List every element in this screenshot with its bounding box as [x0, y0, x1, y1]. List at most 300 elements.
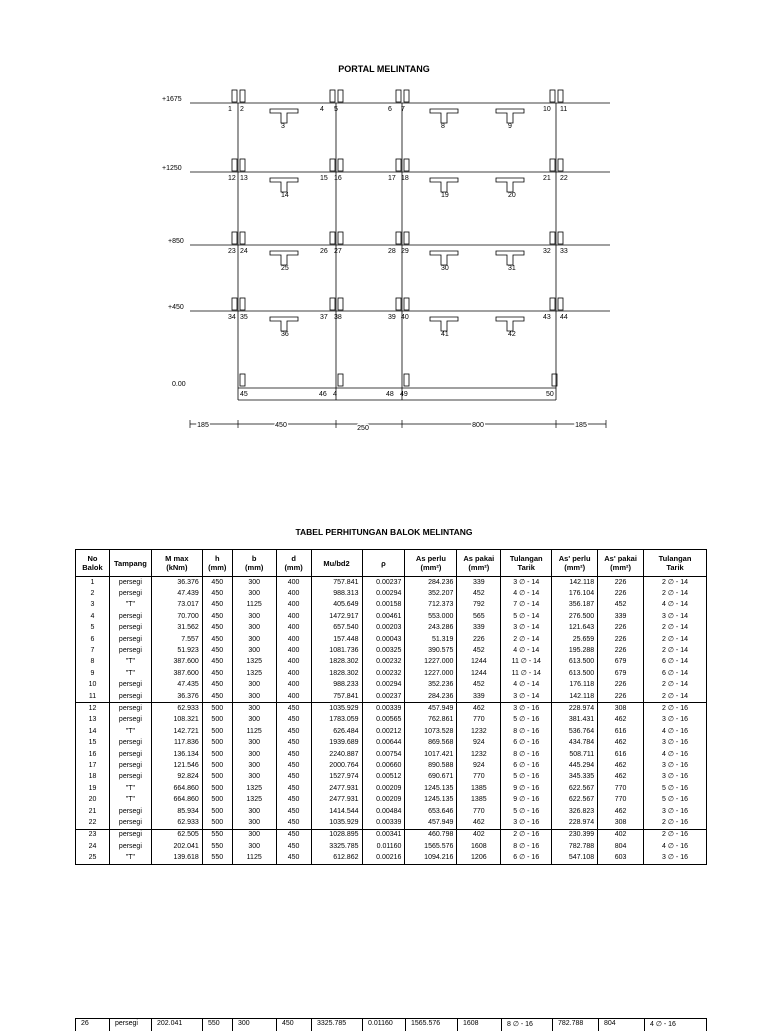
- table-cell: 500: [202, 703, 232, 715]
- table-cell: 450: [202, 668, 232, 679]
- table-cell: 500: [202, 760, 232, 771]
- table-cell: 0.00232: [362, 668, 405, 679]
- table-cell: 139.618: [151, 852, 202, 864]
- table-cell: 1094.216: [405, 852, 457, 864]
- table-cell: 6 ∅ - 16: [501, 760, 552, 771]
- table-row: [76, 703, 707, 715]
- table-cell: 1227.000: [405, 657, 457, 668]
- table-cell: 0.00158: [362, 600, 405, 611]
- table-cell: persegi: [109, 749, 151, 760]
- table-row: [76, 668, 707, 679]
- table-cell: 300: [232, 680, 276, 691]
- cell-border: [552, 1019, 553, 1031]
- table-cell: 326.823: [552, 806, 598, 817]
- table-cell: 300: [232, 645, 276, 656]
- column-header: h (mm): [202, 550, 232, 577]
- table-cell: 4 ∅ - 14: [501, 645, 552, 656]
- table-cell: 1245.135: [405, 783, 457, 794]
- t-section-icon: [496, 317, 524, 331]
- table-cell: 400: [276, 577, 311, 589]
- table-cell: 226: [457, 634, 501, 645]
- column-header: As' perlu (mm²): [552, 550, 598, 577]
- table-cell: 4 ∅ - 16: [650, 1021, 676, 1028]
- table-cell: 400: [276, 691, 311, 703]
- table-cell: 690.671: [405, 772, 457, 783]
- beam-number-label: 30: [441, 265, 449, 272]
- table-cell: 284.236: [405, 691, 457, 703]
- table-cell: 500: [202, 783, 232, 794]
- table-row: [76, 588, 707, 599]
- table-cell: 339: [598, 611, 644, 622]
- table-cell: 0.00203: [362, 623, 405, 634]
- rect-section-icon: [396, 90, 401, 102]
- table-cell: 226: [598, 691, 644, 703]
- table-cell: 352.236: [405, 680, 457, 691]
- table-cell: 226: [598, 623, 644, 634]
- table-cell: 1: [76, 577, 110, 589]
- table-cell: 356.187: [552, 600, 598, 611]
- beam-number-label: 34: [228, 314, 236, 321]
- beam-number-label: 40: [401, 314, 409, 321]
- table-cell: 4 ∅ - 14: [644, 600, 707, 611]
- table-cell: 988.233: [311, 680, 362, 691]
- beam-number-label: 29: [401, 248, 409, 255]
- table-cell: 2 ∅ - 14: [644, 680, 707, 691]
- table-cell: 26: [81, 1020, 89, 1027]
- table-row: [76, 715, 707, 726]
- rect-section-icon: [330, 159, 335, 171]
- table-cell: 1035.929: [311, 817, 362, 829]
- rect-section-icon: [404, 159, 409, 171]
- table-cell: 770: [457, 772, 501, 783]
- table-cell: 300: [232, 806, 276, 817]
- table-row: [76, 600, 707, 611]
- rect-section-icon: [338, 232, 343, 244]
- table-cell: 450: [276, 829, 311, 841]
- table-cell: 226: [598, 577, 644, 589]
- table-cell: 462: [598, 772, 644, 783]
- table-cell: 0.00325: [362, 645, 405, 656]
- table-cell: 3 ∅ - 14: [644, 611, 707, 622]
- table-cell: 228.974: [552, 703, 598, 715]
- table-cell: 108.321: [151, 715, 202, 726]
- rect-section-icon: [338, 159, 343, 171]
- beam-number-label: 27: [334, 248, 342, 255]
- cell-border: [706, 1019, 707, 1031]
- table-cell: 462: [598, 760, 644, 771]
- table-cell: 626.484: [311, 726, 362, 737]
- beam-number-label: 13: [240, 175, 248, 182]
- table-cell: 300: [232, 829, 276, 841]
- table-cell: 121.643: [552, 623, 598, 634]
- table-row: [76, 577, 707, 589]
- table-cell: 25.659: [552, 634, 598, 645]
- table-cell: persegi: [109, 680, 151, 691]
- column-header: No Balok: [76, 550, 110, 577]
- table-cell: 300: [232, 691, 276, 703]
- cell-border: [405, 1019, 406, 1031]
- beam-number-label: 8: [441, 123, 445, 130]
- cell-border: [457, 1019, 458, 1031]
- table-cell: 2000.764: [311, 760, 362, 771]
- table-cell: 603: [598, 852, 644, 864]
- table-cell: 0.00043: [362, 634, 405, 645]
- level-label: +450: [168, 304, 184, 311]
- table-cell: 20: [76, 794, 110, 805]
- table-cell: 457.949: [405, 703, 457, 715]
- table-cell: 664.860: [151, 783, 202, 794]
- table-cell: 622.567: [552, 783, 598, 794]
- table-cell: 3 ∅ - 16: [644, 760, 707, 771]
- rect-section-icon: [240, 232, 245, 244]
- span-dimension-label: 450: [275, 422, 287, 429]
- level-label: 0.00: [172, 381, 186, 388]
- table-cell: 352.207: [405, 588, 457, 599]
- table-row: [76, 852, 707, 864]
- table-cell: 4: [76, 611, 110, 622]
- beam-number-label: 26: [320, 248, 328, 255]
- table-cell: 8 ∅ - 16: [501, 726, 552, 737]
- table-cell: 1125: [232, 726, 276, 737]
- table-cell: 195.288: [552, 645, 598, 656]
- table-cell: persegi: [109, 817, 151, 829]
- span-dimension-label: 185: [575, 422, 587, 429]
- t-section-icon: [496, 109, 524, 123]
- table-cell: 136.134: [151, 749, 202, 760]
- table-cell: 176.104: [552, 588, 598, 599]
- table-cell: persegi: [109, 829, 151, 841]
- table-cell: 3 ∅ - 16: [644, 806, 707, 817]
- table-row: [76, 806, 707, 817]
- table-cell: 462: [457, 703, 501, 715]
- table-cell: 8 ∅ - 16: [507, 1021, 533, 1028]
- table-cell: 1325: [232, 783, 276, 794]
- rect-section-icon: [338, 298, 343, 310]
- table-cell: 300: [232, 817, 276, 829]
- table-cell: 1939.689: [311, 737, 362, 748]
- table-cell: 230.399: [552, 829, 598, 841]
- column-header: Tulangan Tarik: [501, 550, 552, 577]
- t-section-icon: [430, 178, 458, 192]
- table-cell: 70.700: [151, 611, 202, 622]
- table-cell: 452: [457, 645, 501, 656]
- beam-number-label: 3: [281, 123, 285, 130]
- table-cell: 345.335: [552, 772, 598, 783]
- table-cell: 18: [76, 772, 110, 783]
- table-cell: 553.000: [405, 611, 457, 622]
- rect-section-icon: [330, 232, 335, 244]
- table-cell: 2 ∅ - 16: [644, 817, 707, 829]
- table-cell: 5 ∅ - 16: [501, 715, 552, 726]
- table-cell: 462: [598, 737, 644, 748]
- table-cell: 712.373: [405, 600, 457, 611]
- table-cell: 226: [598, 680, 644, 691]
- table-cell: 450: [202, 657, 232, 668]
- rect-section-icon: [558, 298, 563, 310]
- table-cell: 300: [232, 577, 276, 589]
- table-cell: 300: [232, 623, 276, 634]
- table-cell: 0.00644: [362, 737, 405, 748]
- table-cell: 1035.929: [311, 703, 362, 715]
- column-header: Tampang: [109, 550, 151, 577]
- column-header: d (mm): [276, 550, 311, 577]
- table-cell: 1325: [232, 657, 276, 668]
- beam-number-label: 4: [320, 106, 324, 113]
- table-cell: persegi: [109, 623, 151, 634]
- table-cell: 565: [457, 611, 501, 622]
- table-cell: 16: [76, 749, 110, 760]
- table-cell: 19: [76, 783, 110, 794]
- table-cell: 450: [202, 588, 232, 599]
- beam-number-label: 20: [508, 192, 516, 199]
- beam-calculation-table: [75, 549, 707, 865]
- table-cell: 226: [598, 588, 644, 599]
- t-section-icon: [270, 251, 298, 265]
- table-cell: 3: [76, 600, 110, 611]
- table-header-row: [76, 550, 707, 577]
- table-cell: 3 ∅ - 16: [644, 772, 707, 783]
- table-cell: 550: [202, 829, 232, 841]
- table-cell: 1608: [457, 841, 501, 852]
- table-row: [76, 657, 707, 668]
- span-dimension-label: 185: [197, 422, 209, 429]
- table-cell: 508.711: [552, 749, 598, 760]
- table-cell: persegi: [109, 737, 151, 748]
- table-row: [76, 726, 707, 737]
- rect-section-icon: [550, 90, 555, 102]
- table-cell: persegi: [109, 806, 151, 817]
- table-cell: 450: [276, 806, 311, 817]
- rect-section-icon: [240, 90, 245, 102]
- table-cell: 405.649: [311, 600, 362, 611]
- table-cell: 9 ∅ - 16: [501, 783, 552, 794]
- table-cell: "T": [109, 852, 151, 864]
- beam-number-label: 7: [401, 106, 405, 113]
- table-cell: 11 ∅ - 14: [501, 668, 552, 679]
- table-cell: 339: [457, 623, 501, 634]
- table-cell: 2 ∅ - 14: [644, 588, 707, 599]
- table-cell: 450: [276, 794, 311, 805]
- table-cell: 450: [276, 772, 311, 783]
- beam-number-label: 37: [320, 314, 328, 321]
- table-cell: 300: [232, 611, 276, 622]
- column-header: As' pakai (mm²): [598, 550, 644, 577]
- table-cell: 4 ∅ - 16: [644, 726, 707, 737]
- table-cell: 284.236: [405, 577, 457, 589]
- table-cell: 3 ∅ - 14: [501, 623, 552, 634]
- table-cell: 5 ∅ - 16: [644, 794, 707, 805]
- table-cell: 0.00339: [362, 703, 405, 715]
- table-cell: 0.01160: [362, 841, 405, 852]
- table-cell: 0.00209: [362, 794, 405, 805]
- cell-border: [232, 1019, 233, 1031]
- cell-border: [311, 1019, 312, 1031]
- table-cell: 400: [276, 600, 311, 611]
- beam-number-label: 35: [240, 314, 248, 321]
- portal-frame-diagram: [0, 0, 768, 440]
- table-cell: 500: [202, 737, 232, 748]
- table-cell: 11: [76, 691, 110, 703]
- table-cell: 450: [202, 691, 232, 703]
- beam-number-label: 2: [240, 106, 244, 113]
- table-cell: 12: [76, 703, 110, 715]
- table-cell: 1244: [457, 657, 501, 668]
- table-cell: 387.600: [151, 668, 202, 679]
- table-cell: 47.435: [151, 680, 202, 691]
- table-cell: 21: [76, 806, 110, 817]
- table-cell: 2 ∅ - 14: [644, 623, 707, 634]
- column-header: b (mm): [232, 550, 276, 577]
- table-cell: "T": [109, 726, 151, 737]
- table-cell: 6 ∅ - 14: [644, 657, 707, 668]
- table-cell: 550: [202, 841, 232, 852]
- table-cell: persegi: [109, 634, 151, 645]
- level-label: +1250: [162, 165, 182, 172]
- table-cell: 547.108: [552, 852, 598, 864]
- table-cell: 390.575: [405, 645, 457, 656]
- table-cell: 0.00294: [362, 588, 405, 599]
- table-row: [76, 783, 707, 794]
- table-cell: persegi: [109, 772, 151, 783]
- table-cell: 1232: [457, 726, 501, 737]
- table-cell: 1325: [232, 794, 276, 805]
- table-cell: 300: [232, 703, 276, 715]
- table-cell: 3 ∅ - 16: [644, 852, 707, 864]
- cell-border: [109, 1019, 110, 1031]
- beam-number-label: 42: [508, 331, 516, 338]
- table-cell: 8 ∅ - 16: [501, 841, 552, 852]
- table-cell: 276.500: [552, 611, 598, 622]
- table-cell: 622.567: [552, 794, 598, 805]
- t-section-icon: [496, 251, 524, 265]
- table-cell: 308: [598, 817, 644, 829]
- table-cell: 300: [232, 588, 276, 599]
- table-cell: persegi: [109, 577, 151, 589]
- table-cell: 500: [202, 772, 232, 783]
- table-row: [76, 680, 707, 691]
- table-cell: 5 ∅ - 16: [501, 772, 552, 783]
- rect-section-icon: [330, 298, 335, 310]
- table-cell: 1206: [457, 852, 501, 864]
- table-cell: 142.118: [552, 691, 598, 703]
- rect-section-icon: [558, 90, 563, 102]
- span-dimension-label: 250: [357, 425, 369, 432]
- beam-number-label: 36: [281, 331, 289, 338]
- rect-section-icon: [550, 159, 555, 171]
- table-cell: 142.118: [552, 577, 598, 589]
- table-cell: 73.017: [151, 600, 202, 611]
- table-cell: 9 ∅ - 16: [501, 794, 552, 805]
- table-cell: persegi: [109, 841, 151, 852]
- table-cell: 770: [598, 794, 644, 805]
- table-cell: 452: [598, 600, 644, 611]
- table-cell: 1414.544: [311, 806, 362, 817]
- table-cell: 400: [276, 680, 311, 691]
- table-cell: 400: [276, 668, 311, 679]
- table-cell: 400: [276, 611, 311, 622]
- table-cell: 0.00237: [362, 691, 405, 703]
- cell-border: [501, 1019, 502, 1031]
- beam-number-label: 1: [228, 106, 232, 113]
- table-cell: 500: [202, 794, 232, 805]
- table-cell: 762.861: [405, 715, 457, 726]
- table-cell: 31.562: [151, 623, 202, 634]
- cell-border: [644, 1019, 645, 1031]
- table-cell: 2 ∅ - 14: [501, 634, 552, 645]
- table-cell: 5: [76, 623, 110, 634]
- table-cell: 13: [76, 715, 110, 726]
- table-cell: 0.00660: [362, 760, 405, 771]
- table-title: TABEL PERHITUNGAN BALOK MELINTANG: [295, 527, 473, 537]
- table-cell: 792: [457, 600, 501, 611]
- table-row: [76, 623, 707, 634]
- table-cell: 450: [276, 841, 311, 852]
- table-cell: 3 ∅ - 14: [501, 577, 552, 589]
- column-header: Mu/bd2: [311, 550, 362, 577]
- table-cell: 51.319: [405, 634, 457, 645]
- beam-number-label: 48: [386, 391, 394, 398]
- table-cell: 1527.974: [311, 772, 362, 783]
- table-cell: 1828.302: [311, 668, 362, 679]
- table-cell: 1608: [463, 1020, 479, 1027]
- t-section-icon: [430, 251, 458, 265]
- table-cell: persegi: [109, 760, 151, 771]
- table-row: [76, 611, 707, 622]
- table-cell: 308: [598, 703, 644, 715]
- level-label: +1675: [162, 96, 182, 103]
- table-cell: 300: [232, 772, 276, 783]
- t-section-icon: [270, 109, 298, 123]
- table-cell: 457.949: [405, 817, 457, 829]
- table-cell: 8 ∅ - 16: [501, 749, 552, 760]
- table-cell: 550: [208, 1020, 220, 1027]
- rect-section-icon: [550, 298, 555, 310]
- table-cell: 664.860: [151, 794, 202, 805]
- table-row: [76, 760, 707, 771]
- table-cell: 804: [598, 841, 644, 852]
- table-cell: "T": [109, 783, 151, 794]
- table-cell: 0.00294: [362, 680, 405, 691]
- beam-number-label: 45: [240, 391, 248, 398]
- table-cell: 3 ∅ - 14: [501, 691, 552, 703]
- table-cell: 4 ∅ - 14: [501, 588, 552, 599]
- table-cell: 381.431: [552, 715, 598, 726]
- t-section-icon: [270, 178, 298, 192]
- span-dimension-label: 800: [472, 422, 484, 429]
- table-cell: 4 ∅ - 16: [644, 841, 707, 852]
- table-cell: "T": [109, 668, 151, 679]
- cell-border: [202, 1019, 203, 1031]
- table-cell: 613.500: [552, 668, 598, 679]
- table-cell: 988.313: [311, 588, 362, 599]
- beam-number-label: 9: [508, 123, 512, 130]
- table-cell: 613.500: [552, 657, 598, 668]
- rect-section-icon: [550, 232, 555, 244]
- table-cell: 10: [76, 680, 110, 691]
- table-cell: 36.376: [151, 691, 202, 703]
- table-cell: 5 ∅ - 16: [501, 806, 552, 817]
- table-cell: 450: [276, 715, 311, 726]
- table-row: [76, 829, 707, 841]
- table-cell: 500: [202, 726, 232, 737]
- table-cell: 1385: [457, 794, 501, 805]
- table-cell: 402: [457, 829, 501, 841]
- table-cell: 450: [276, 852, 311, 864]
- beam-number-label: 10: [543, 106, 551, 113]
- table-cell: 14: [76, 726, 110, 737]
- cell-border: [598, 1019, 599, 1031]
- table-row: [76, 645, 707, 656]
